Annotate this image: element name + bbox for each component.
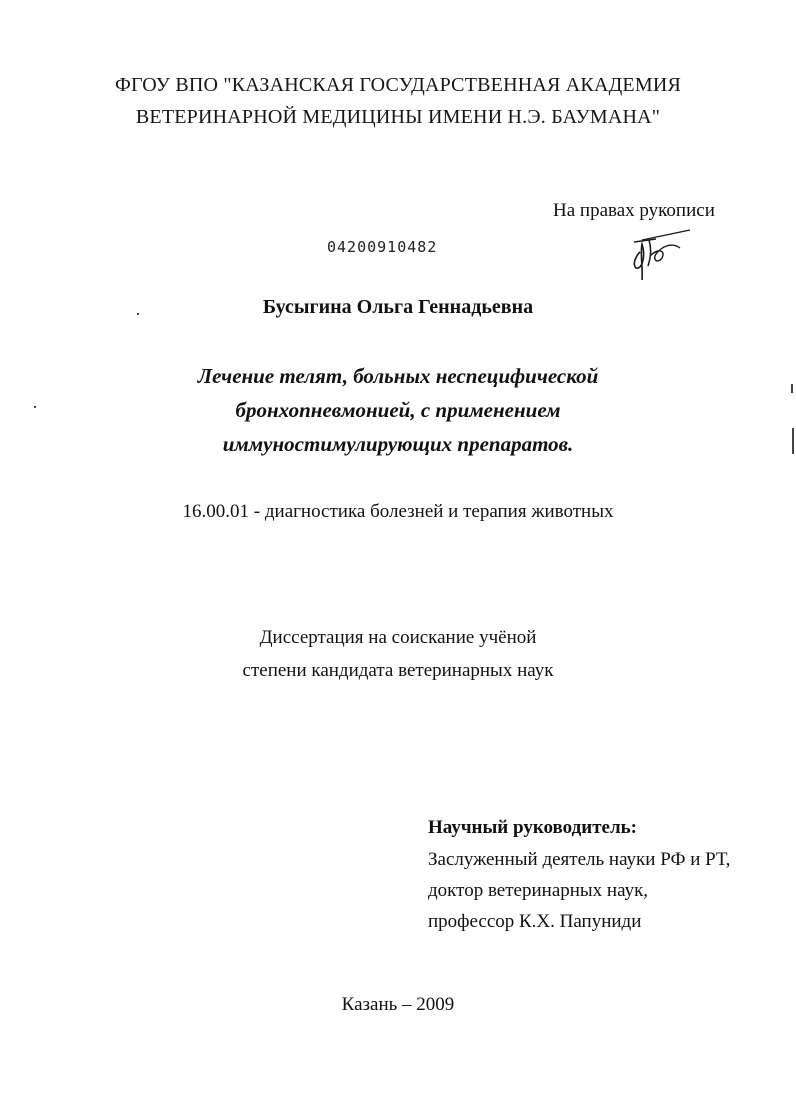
registration-code: 04200910482 [327,238,438,256]
supervisor-line-3: профессор К.Х. Папуниди [428,911,642,932]
place-and-year: Казань – 2009 [341,994,455,1015]
supervisor-line-1: Заслуженный деятель науки РФ и РТ, [428,849,731,870]
scan-speck [34,406,36,408]
institution-line-2: ВЕТЕРИНАРНОЙ МЕДИЦИНЫ ИМЕНИ Н.Э. БАУМАНА" [135,106,661,128]
scan-edge-mark [791,384,793,393]
scan-speck [137,313,139,315]
signature-image [612,226,702,284]
manuscript-rights-note: На правах рукописи [553,200,715,221]
title-line-2: бронхопневмонией, с применением [235,398,561,422]
supervisor-line-2: доктор ветеринарных наук, [428,880,649,901]
supervisor-heading: Научный руководитель: [428,817,637,838]
degree-line-2: степени кандидата ветеринарных наук [242,660,554,681]
scan-edge-mark [792,428,794,454]
institution-line-1: ФГОУ ВПО "КАЗАНСКАЯ ГОСУДАРСТВЕННАЯ АКАДЕМИЯ [114,74,682,96]
title-line-3: иммуностимулирующих препаратов. [222,432,574,456]
specialty-code: 16.00.01 - диагностика болезней и терапия животных [182,501,614,522]
title-line-1: Лечение телят, больных неспецифической [197,364,599,388]
author-name: Бусыгина Ольга Геннадьевна [262,296,534,318]
degree-line-1: Диссертация на соискание учёной [259,627,537,648]
